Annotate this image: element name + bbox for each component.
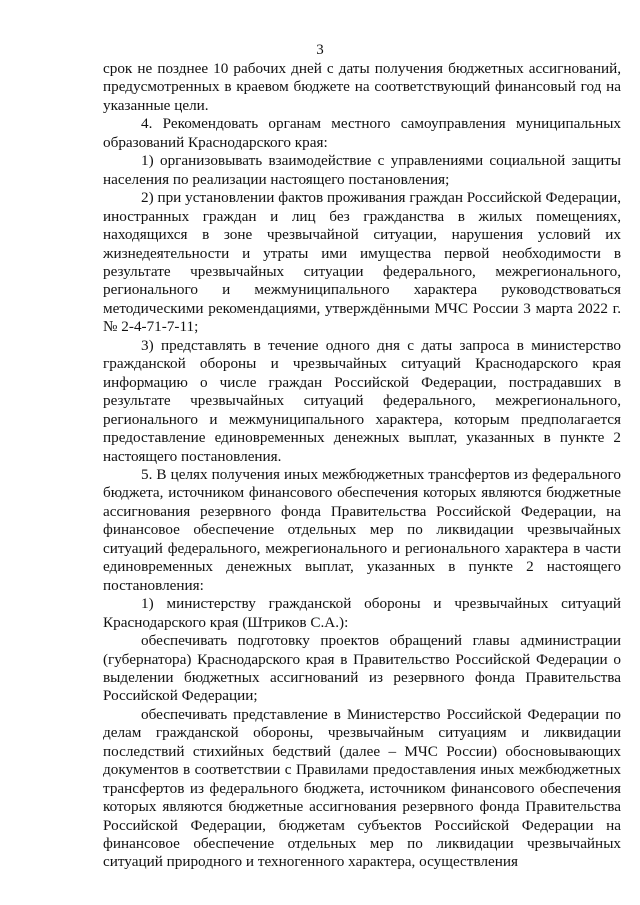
paragraph-8: обеспечивать подготовку проектов обращений главы администрации (губернатора) Краснодарского края в Правительство Российской Федерации о выделении бюджетных ассигнований из резервного фонда Правительства Российской Федерации; bbox=[103, 632, 621, 705]
paragraph-2: 4. Рекомендовать органам местного самоуправления муниципальных образований Краснодарского края: bbox=[103, 115, 621, 151]
paragraph-7: 1) министерству гражданской обороны и чрезвычайных ситуаций Краснодарского края (Штриков С.А.): bbox=[103, 595, 621, 631]
paragraph-4: 2) при установлении фактов проживания граждан Российской Федерации, иностранных граждан и лиц без гражданства в жилых помещениях, находящихся в зоне чрезвычайной ситуации, нарушения условий их жизнедеятельности и утраты ими имущества первой необходимости в результате чрезвычайных ситуации федерального, межрегионального, регионального и межмуниципального характера руководствоваться методическими рекомендациями, утверждёнными МЧС России 3 марта 2022 г. № 2-4-71-7-11; bbox=[103, 189, 621, 336]
paragraph-3: 1) организовывать взаимодействие с управлениями социальной защиты населения по реализации настоящего постановления; bbox=[103, 152, 621, 188]
paragraph-9: обеспечивать представление в Министерство Российской Федерации по делам гражданской обороны, чрезвычайным ситуациям и ликвидации последствий стихийных бедствий (далее – МЧС России) обосновывающих документов в соответствии с Правилами предоставления иных межбюджетных трансфертов из федерального бюджета, источником финансового обеспечения которых являются бюджетные ассигнования резервного фонда Правительства Российской Федерации, бюджетам субъектов Российской Федерации на финансовое обеспечение отдельных мер по ликвидации чрезвычайных ситуаций природного и техногенного характера, осуществления bbox=[103, 705, 621, 871]
document-body bbox=[103, 60, 621, 872]
paragraph-6: 5. В целях получения иных межбюджетных трансфертов из федерального бюджета, источником финансового обеспечения которых являются бюджетные ассигнования резервного фонда Правительства Российской Федерации, на финансовое обеспечение отдельных мер по ликвидации чрезвычайных ситуаций федерального, межрегионального и регионального характера в части единовременных денежных выплат, указанных в пункте 2 настоящего постановления: bbox=[103, 465, 621, 594]
paragraph-5: 3) представлять в течение одного дня с даты запроса в министерство гражданской обороны и чрезвычайных ситуаций Краснодарского края информацию о числе граждан Российской Федерации, пострадавших в результате чрезвычайных ситуаций федерального, межрегионального, регионального и межмуниципального характера, которым предполагается предоставление единовременных денежных выплат, указанных в пункте 2 настоящего постановления. bbox=[103, 336, 621, 465]
page-number: 3 bbox=[316, 42, 324, 58]
paragraph-1: срок не позднее 10 рабочих дней с даты получения бюджетных ассигнований, предусмотренных в краевом бюджете на соответствующий финансовый год на указанные цели. bbox=[103, 60, 621, 114]
